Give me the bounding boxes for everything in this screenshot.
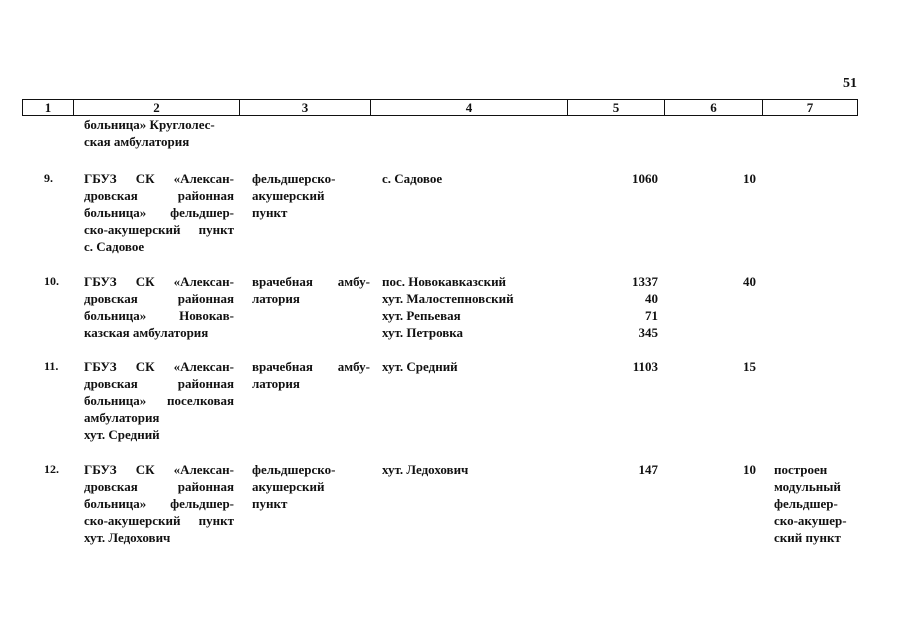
column-header-5: 5: [568, 100, 665, 115]
facility-name: [84, 116, 234, 150]
type-line: врачебная амбу-: [252, 274, 370, 289]
name-line: амбулатория: [84, 410, 160, 425]
facility-name: [84, 358, 234, 443]
note-line: построен: [774, 462, 828, 477]
population-list: [588, 358, 658, 375]
population-list: [588, 273, 658, 341]
population-list: [588, 461, 658, 478]
locality: хут. Петровка: [382, 325, 464, 340]
row-number: 12.: [44, 462, 59, 476]
staff-count: 10: [743, 462, 756, 477]
locality: хут. Ледохович: [382, 462, 469, 477]
name-line: больница» фельдшер-: [84, 205, 234, 220]
facility-name: [84, 170, 234, 255]
note-line: ско-акушер-: [774, 513, 847, 528]
column-header-7: 7: [806, 100, 814, 115]
staff-count: 10: [743, 171, 756, 186]
name-line: ГБУЗ СК «Алексан-: [84, 462, 234, 477]
name-line: дровская районная: [84, 479, 234, 494]
name-line: ГБУЗ СК «Алексан-: [84, 359, 234, 374]
locality: хут. Малостепновский: [382, 291, 514, 306]
name-line: больница» Новокав-: [84, 308, 234, 323]
facility-type: [252, 358, 370, 392]
column-header-2: 2: [74, 100, 240, 115]
type-line: акушерский: [252, 188, 325, 203]
name-line: больница» Круглолес-: [84, 117, 215, 132]
type-line: пункт: [252, 205, 288, 220]
note-line: модульный: [774, 479, 841, 494]
locality: пос. Новокавказский: [382, 274, 507, 289]
locality-list: [382, 273, 582, 341]
name-line: больница» поселковая: [84, 393, 234, 408]
name-line: хут. Ледохович: [84, 530, 171, 545]
name-line: дровская районная: [84, 291, 234, 306]
name-line: дровская районная: [84, 376, 234, 391]
type-line: акушерский: [252, 479, 325, 494]
name-line: ская амбулатория: [84, 134, 190, 149]
type-line: пункт: [252, 496, 288, 511]
note-line: фельдшер-: [774, 496, 838, 511]
page-number: 51: [843, 76, 857, 91]
facility-type: [252, 273, 370, 307]
population: 40: [645, 291, 658, 306]
facility-type: [252, 461, 370, 512]
population: 147: [638, 462, 658, 477]
row-number: 9.: [44, 171, 53, 185]
population: 1060: [632, 171, 658, 186]
name-line: ГБУЗ СК «Алексан-: [84, 274, 234, 289]
facility-type: [252, 170, 370, 221]
type-line: врачебная амбу-: [252, 359, 370, 374]
locality-list: [382, 461, 582, 478]
locality: хут. Репьевая: [382, 308, 461, 323]
column-header-4: 4: [371, 100, 568, 115]
name-line: с. Садовое: [84, 239, 145, 254]
table-header: [22, 99, 858, 116]
column-header-6: 6: [665, 100, 763, 115]
note: [774, 461, 858, 546]
column-header-1: 1: [23, 100, 74, 115]
note-line: ский пункт: [774, 530, 841, 545]
type-line: латория: [252, 291, 300, 306]
name-line: хут. Средний: [84, 427, 160, 442]
name-line: казская амбулатория: [84, 325, 209, 340]
name-line: ско-акушерский пункт: [84, 513, 234, 528]
population: 71: [645, 308, 658, 323]
type-line: фельдшерско-: [252, 171, 336, 186]
locality-list: [382, 170, 582, 187]
staff-count: 15: [743, 359, 756, 374]
column-header-3: 3: [240, 100, 371, 115]
name-line: ГБУЗ СК «Алексан-: [84, 171, 234, 186]
name-line: больница» фельдшер-: [84, 496, 234, 511]
population: 345: [638, 325, 658, 340]
locality: с. Садовое: [382, 171, 443, 186]
name-line: ско-акушерский пункт: [84, 222, 234, 237]
locality-list: [382, 358, 582, 375]
population: 1103: [632, 359, 658, 374]
row-number: 11.: [44, 359, 59, 373]
name-line: дровская районная: [84, 188, 234, 203]
row-number: 10.: [44, 274, 59, 288]
staff-count: 40: [743, 274, 756, 289]
facility-name: [84, 273, 234, 341]
population-list: [588, 170, 658, 187]
type-line: фельдшерско-: [252, 462, 336, 477]
type-line: латория: [252, 376, 300, 391]
population: 1337: [632, 274, 658, 289]
locality: хут. Средний: [382, 359, 458, 374]
facility-name: [84, 461, 234, 546]
